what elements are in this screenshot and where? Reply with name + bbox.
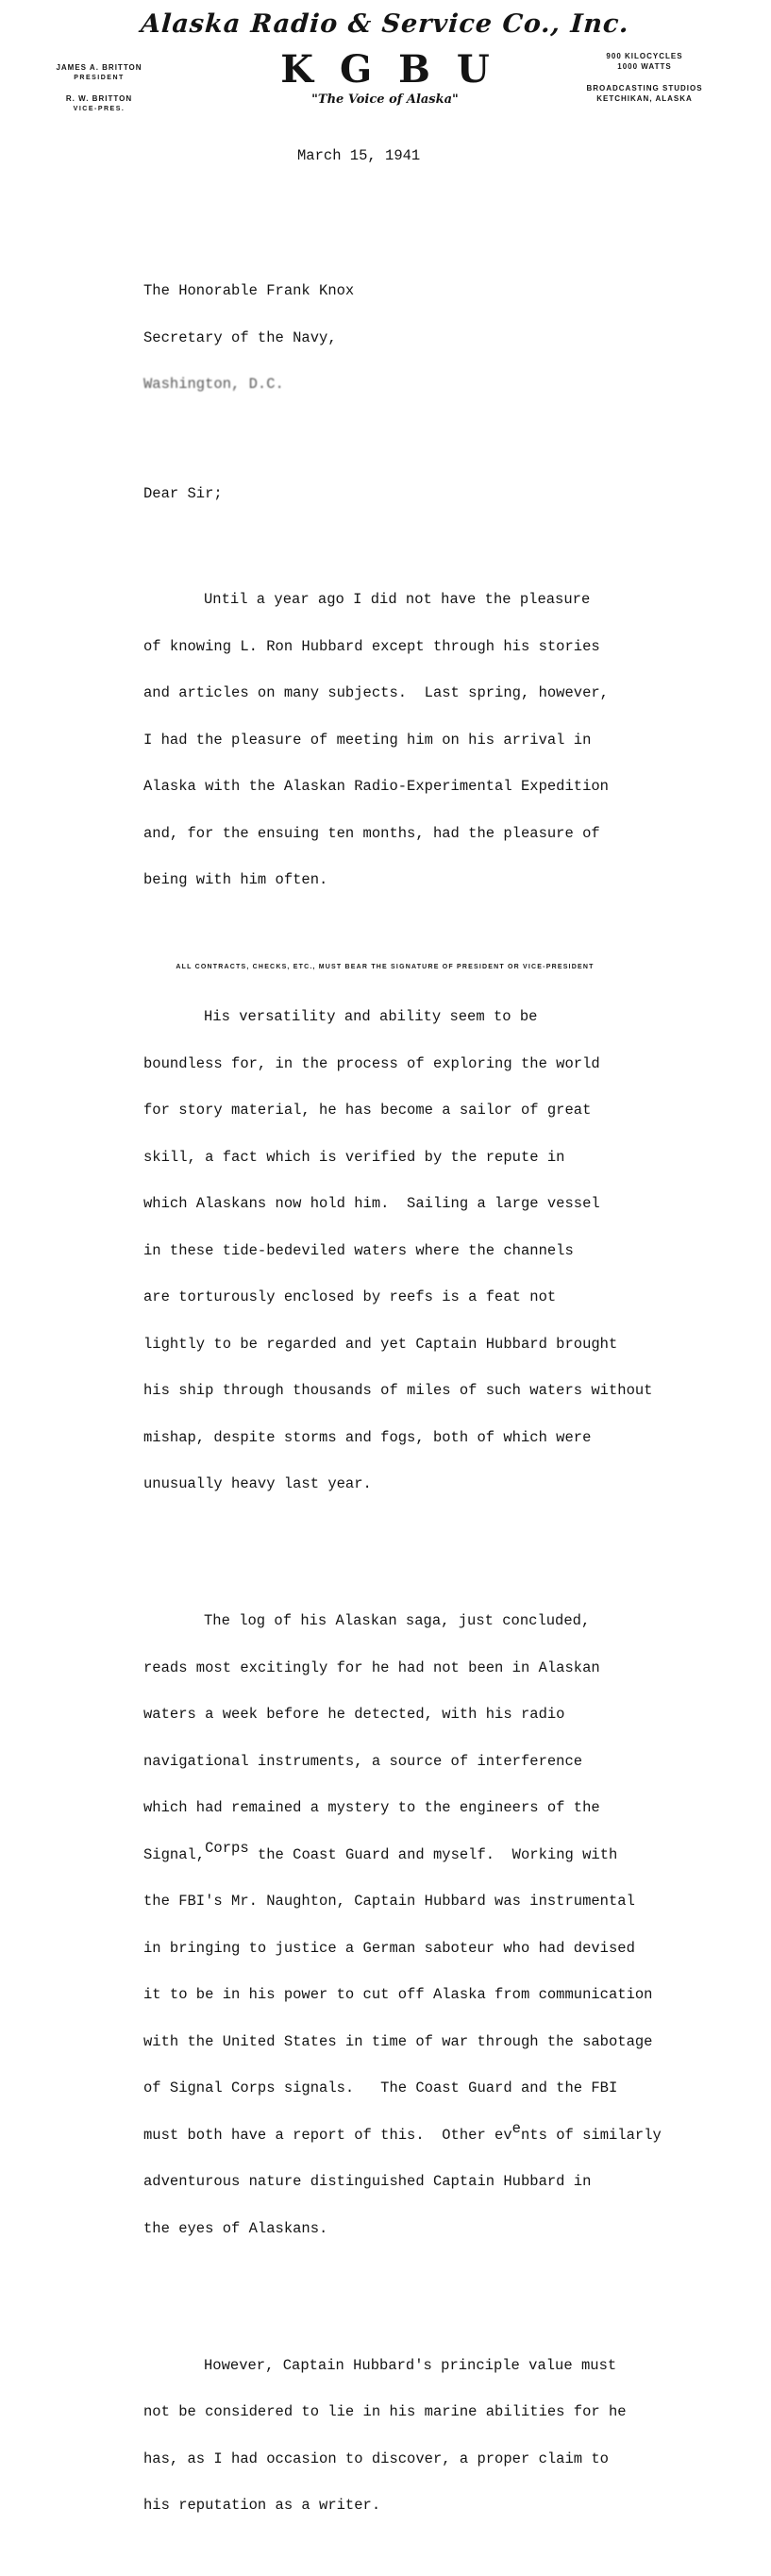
line-text: Signal, xyxy=(143,1845,206,1863)
body-line: of Signal Corps signals. The Coast Guard and the FBI xyxy=(143,2079,618,2096)
body-line: I had the pleasure of meeting him on his arrival in xyxy=(143,731,592,749)
body-line: navigational instruments, a source of interference xyxy=(143,1752,583,1770)
body-line: Alaska with the Alaskan Radio-Experimental Expedition xyxy=(143,778,609,795)
recipient-city: Washington, D.C. xyxy=(143,376,284,393)
body-line: mishap, despite storms and fogs, both of which were xyxy=(143,1428,592,1446)
recipient-block xyxy=(143,252,729,424)
recipient-title: Secretary of the Navy, xyxy=(143,328,337,346)
line-text: nts of similarly xyxy=(520,2126,662,2144)
body-line: for story material, he has become a sailor of great xyxy=(143,1102,592,1119)
body-line: which had remained a mystery to the engineers of the xyxy=(143,1799,600,1816)
station-power: 1000 WATTS xyxy=(617,62,672,71)
paragraph-1 xyxy=(143,561,729,919)
body-line: lightly to be regarded and yet Captain Hubbard brought xyxy=(143,1335,618,1353)
body-line: boundless for, in the process of exploring the world xyxy=(143,1054,600,1072)
paragraph-3 xyxy=(143,1582,729,2267)
station-slogan: "The Voice of Alaska" xyxy=(311,93,459,107)
body-line: reads most excitingly for he had not been in Alaskan xyxy=(143,1658,600,1676)
paragraph-4 xyxy=(143,2327,729,2545)
body-line: the eyes of Alaskans. xyxy=(143,2219,328,2237)
body-line: Until a year ago I did not have the pleasure xyxy=(204,591,591,608)
date-line: March 15, 1941 xyxy=(297,147,421,164)
body-line: skill, a fact which is verified by the repute in xyxy=(143,1148,565,1166)
studios-group xyxy=(564,83,725,104)
body-line-with-insertion xyxy=(143,2119,729,2144)
body-line: being with him often. xyxy=(143,871,328,888)
body-line: his ship through thousands of miles of such waters without xyxy=(143,1382,653,1399)
body-line: unusually heavy last year. xyxy=(143,1475,372,1492)
station-frequency: 900 KILOCYCLES xyxy=(606,52,683,60)
station-location: KETCHIKAN, ALASKA xyxy=(596,94,693,103)
body-line: which Alaskans now hold him. Sailing a large vessel xyxy=(143,1195,600,1212)
typed-insertion-e: e xyxy=(511,2119,521,2137)
letter-body xyxy=(143,117,729,2576)
station-callsign: KGBU xyxy=(280,47,516,92)
recipient-name: The Honorable Frank Knox xyxy=(143,282,355,299)
company-name: Alaska Radio & Service Co., Inc. xyxy=(140,9,630,39)
body-line: However, Captain Hubbard's principle value must xyxy=(204,2356,617,2374)
body-line: waters a week before he detected, with his radio xyxy=(143,1706,565,1723)
body-line: the FBI's Mr. Naughton, Captain Hubbard was instrumental xyxy=(143,1893,635,1910)
typed-insertion-corps: Corps xyxy=(205,1839,249,1857)
body-line-with-insertion xyxy=(143,1839,729,1863)
body-line: His versatility and ability seem to be xyxy=(204,1008,538,1025)
station-studios: BROADCASTING STUDIOS xyxy=(586,84,703,93)
president-name: JAMES A. BRITTON xyxy=(56,63,142,72)
body-line: not be considered to lie in his marine abilities for he xyxy=(143,2403,627,2420)
body-line: it to be in his power to cut off Alaska from communication xyxy=(143,1986,653,2003)
body-line: and, for the ensuing ten months, had the pleasure of xyxy=(143,824,600,842)
frequency-group xyxy=(564,51,725,72)
body-line: are torturously enclosed by reefs is a feat not xyxy=(143,1288,557,1305)
body-line: adventurous nature distinguished Captain Hubbard in xyxy=(143,2173,592,2190)
body-line: his reputation as a writer. xyxy=(143,2497,381,2514)
body-line: of knowing L. Ron Hubbard except through his stories xyxy=(143,637,600,655)
body-line: has, as I had occasion to discover, a proper claim to xyxy=(143,2450,609,2467)
body-line: The log of his Alaskan saga, just concluded, xyxy=(204,1612,591,1629)
line-text: must both have a report of this. Other ev xyxy=(143,2126,512,2144)
body-line: in these tide-bedeviled waters where the channels xyxy=(143,1241,574,1259)
footer-notice: ALL CONTRACTS, CHECKS, ETC., MUST BEAR THE SIGNATURE OF PRESIDENT OR VICE-PRESIDENT xyxy=(176,964,595,970)
station-info-block xyxy=(564,51,725,115)
paragraph-2 xyxy=(143,978,729,1524)
line-text: the Coast Guard and myself. Working with xyxy=(248,1845,618,1863)
vice-president-title: VICE-PRES. xyxy=(73,106,126,112)
body-line: with the United States in time of war through the sabotage xyxy=(143,2032,653,2050)
body-line: and articles on many subjects. Last spring, however, xyxy=(143,684,609,701)
vice-president-name: R. W. BRITTON xyxy=(65,94,133,103)
body-line: in bringing to justice a German saboteur who had devised xyxy=(143,1939,635,1957)
president-title: PRESIDENT xyxy=(74,75,125,81)
salutation: Dear Sir; xyxy=(143,485,223,502)
